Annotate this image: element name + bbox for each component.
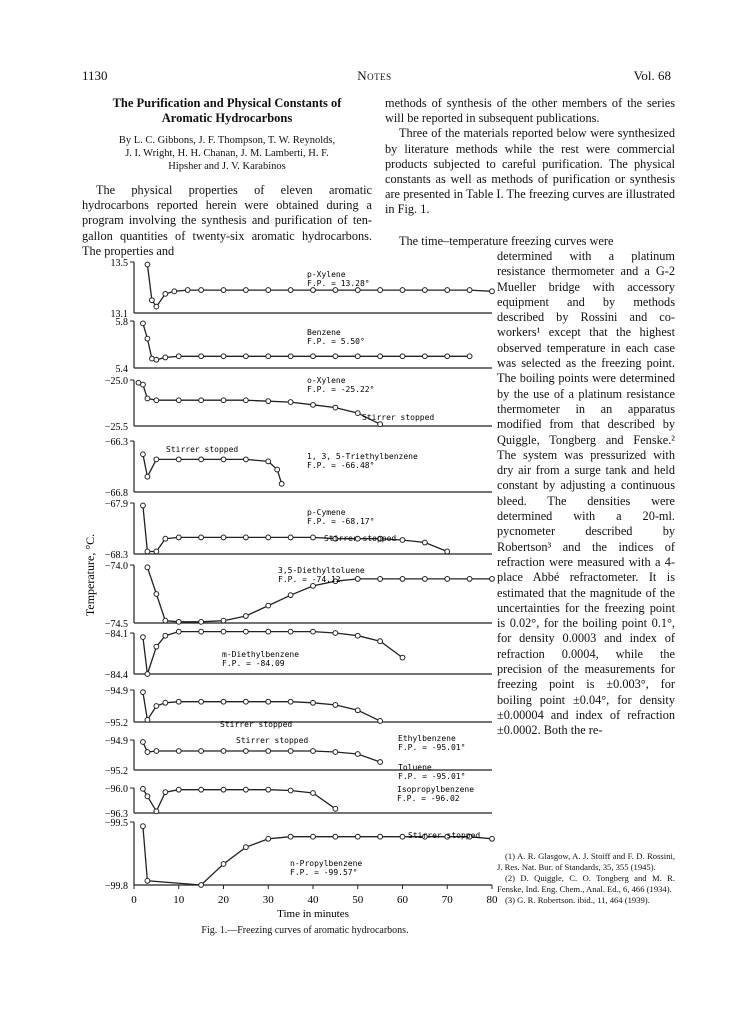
y-tick-label: −67.9: [104, 499, 128, 510]
data-point: [311, 791, 316, 796]
data-point: [355, 288, 360, 293]
data-point: [163, 291, 168, 296]
stirrer-annotation: Stirrer stopped: [362, 413, 435, 422]
data-point: [333, 288, 338, 293]
compound-name: 3,5-Diethyltoluene: [278, 566, 365, 575]
compound-name: p-Xylene: [307, 270, 346, 279]
synthesis-paragraph: Three of the materials reported below were synthesized by literature methods while the rest were commercial products subjected to careful purification. The physical constants as well as methods of purification or synthesis are presented in Table I. The freezing curves are illustrated in Fig. 1.: [385, 126, 675, 217]
data-point: [266, 749, 271, 754]
y-tick-label: −95.2: [104, 718, 128, 729]
data-point: [176, 629, 181, 634]
title-line-2: Aromatic Hydrocarbons: [161, 111, 293, 125]
freezing-curve: [143, 454, 282, 484]
data-point: [176, 699, 181, 704]
data-point: [199, 629, 204, 634]
data-point: [422, 540, 427, 545]
y-tick-label: −68.3: [104, 550, 128, 561]
x-axis-label: Time in minutes: [277, 908, 349, 920]
data-point: [145, 750, 150, 755]
data-point: [145, 549, 150, 554]
data-point: [243, 354, 248, 359]
continued-paragraph: methods of synthesis of the other members of the series will be reported in subsequent publications.: [385, 96, 675, 126]
data-point: [154, 398, 159, 403]
data-point: [311, 700, 316, 705]
compound-name: p-Cymene: [307, 508, 346, 517]
data-point: [221, 535, 226, 540]
data-point: [221, 398, 226, 403]
authors-line-1: By L. C. Gibbons, J. F. Thompson, T. W. Reynolds,: [118, 135, 336, 146]
data-point: [355, 752, 360, 757]
freezing-point-label: F.P. = 13.28°: [307, 279, 370, 288]
title-line-1: The Purification and Physical Constants of: [112, 96, 342, 110]
data-point: [163, 355, 168, 360]
data-point: [445, 549, 450, 554]
data-point: [145, 717, 150, 722]
data-point: [378, 354, 383, 359]
x-tick-label: 60: [397, 894, 408, 906]
data-point: [266, 535, 271, 540]
data-point: [176, 457, 181, 462]
data-point: [154, 704, 159, 709]
data-point: [288, 593, 293, 598]
data-point: [221, 699, 226, 704]
data-point: [199, 398, 204, 403]
data-point: [333, 405, 338, 410]
data-point: [311, 834, 316, 839]
data-point: [221, 629, 226, 634]
data-point: [154, 644, 159, 649]
y-tick-label: 13.1: [110, 309, 128, 320]
freezing-point-label: F.P. = -96.02: [397, 794, 460, 803]
data-point: [266, 629, 271, 634]
data-point: [400, 655, 405, 660]
data-point: [333, 834, 338, 839]
data-point: [311, 629, 316, 634]
data-point: [288, 288, 293, 293]
data-point: [243, 629, 248, 634]
data-point: [378, 288, 383, 293]
data-point: [355, 577, 360, 582]
stirrer-annotation: Stirrer stopped: [324, 534, 397, 543]
data-point: [154, 357, 159, 362]
data-point: [467, 288, 472, 293]
data-point: [467, 354, 472, 359]
compound-name: 1, 3, 5-Triethylbenzene: [307, 452, 418, 461]
data-point: [490, 577, 495, 582]
data-point: [311, 402, 316, 407]
freezing-curve: [143, 789, 336, 812]
x-tick-label: 40: [307, 894, 319, 906]
data-point: [400, 538, 405, 543]
x-tick-label: 70: [441, 894, 453, 906]
data-point: [288, 749, 293, 754]
data-point: [176, 749, 181, 754]
data-point: [221, 457, 226, 462]
freezing-point-label: F.P. = -99.57°: [290, 868, 358, 877]
x-tick-label: 20: [218, 894, 229, 906]
compound-name: n-Propylbenzene: [290, 859, 363, 868]
x-tick-label: 30: [262, 894, 274, 906]
y-tick-label: 5.8: [115, 317, 128, 328]
freezing-point-label: F.P. = -66.48°: [307, 461, 375, 470]
data-point: [145, 396, 150, 401]
data-point: [275, 467, 280, 472]
data-point: [333, 703, 338, 708]
data-point: [243, 614, 248, 619]
data-point: [355, 633, 360, 638]
data-point: [311, 535, 316, 540]
stirrer-annotation: Stirrer stopped: [236, 736, 309, 745]
data-point: [288, 354, 293, 359]
data-point: [221, 749, 226, 754]
data-point: [243, 845, 248, 850]
stirrer-annotation: Stirrer stopped: [166, 445, 239, 454]
data-point: [163, 700, 168, 705]
data-point: [176, 787, 181, 792]
authors-line-2: J. I. Wright, H. H. Chanan, J. M. Lamberti, H. F.: [125, 148, 329, 159]
freezing-point-label: F.P. = -95.01°: [398, 772, 466, 781]
data-point: [199, 535, 204, 540]
x-tick-label: 50: [352, 894, 364, 906]
freezing-point-label: F.P. = -84.09: [222, 659, 285, 668]
data-point: [163, 633, 168, 638]
data-point: [355, 411, 360, 416]
freezing-point-label: F.P. = -68.17°: [307, 517, 375, 526]
data-point: [176, 535, 181, 540]
y-tick-label: −66.3: [104, 437, 128, 448]
data-point: [243, 749, 248, 754]
data-point: [199, 883, 204, 888]
y-tick-label: −94.9: [104, 736, 128, 747]
data-point: [243, 457, 248, 462]
data-point: [145, 565, 150, 570]
data-point: [400, 354, 405, 359]
section-header: Notes: [357, 68, 392, 83]
data-point: [154, 457, 159, 462]
data-point: [311, 354, 316, 359]
freezing-curve: [143, 692, 380, 721]
freezing-point-label: F.P. = -95.01°: [398, 743, 466, 752]
data-point: [378, 639, 383, 644]
data-point: [163, 536, 168, 541]
data-point: [266, 354, 271, 359]
x-tick-label: 0: [131, 894, 137, 906]
data-point: [355, 708, 360, 713]
data-point: [221, 862, 226, 867]
methods-paragraph: determined with a platinum resistance thermometer and a G-2 Mueller bridge with accessory equipment and by methods described by Rossini and co-workers¹ except that the highest observed temperature in each case was selected as the freezing point. The boiling points were determined by the use of a platinum resistance thermometer in an apparatus modified from that described by Quiggle, Tongberg and Fenske.² The system was pressurized with dry air from a surge tank and held constant by adjusting a continuous bleed. The densities were determined with a 20-ml. pycnometer described by Robertson³ and the indices of refraction were measured with a 4-place Abbé refractometer. It is estimated that the magnitude of the uncertainties for the freezing point is 0.02°, for the boiling point 0.1°, for density 0.0003 and index of refraction 0.0004, while the precision of the measurements for freezing point is ±0.003°, for boiling point ±0.04°, for density ±0.00004 and index of refraction ±0.0002. Both the re-: [497, 249, 675, 738]
compound-name: Ethylbenzene: [398, 734, 456, 743]
data-point: [141, 690, 146, 695]
data-point: [288, 629, 293, 634]
data-point: [199, 749, 204, 754]
data-point: [378, 577, 383, 582]
data-point: [145, 878, 150, 883]
data-point: [176, 354, 181, 359]
footnote-1: (1) A. R. Glasgow, A. J. Stoiff and F. D. Rossini, J. Res. Nat. Bur. of Standards, 35, 355 (1945).: [497, 851, 675, 872]
freezing-curve: [143, 506, 447, 552]
data-point: [445, 288, 450, 293]
y-tick-label: −96.0: [104, 784, 128, 795]
data-point: [288, 699, 293, 704]
methods-paragraph-start: The time–temperature freezing curves were: [399, 234, 614, 248]
data-point: [378, 422, 383, 427]
y-tick-label: −25.0: [104, 376, 128, 387]
data-point: [154, 749, 159, 754]
data-point: [176, 398, 181, 403]
y-tick-label: −25.5: [104, 422, 128, 433]
data-point: [145, 474, 150, 479]
data-point: [221, 288, 226, 293]
y-tick-label: −66.8: [104, 488, 128, 499]
data-point: [141, 382, 146, 387]
data-point: [355, 834, 360, 839]
data-point: [266, 459, 271, 464]
data-point: [400, 288, 405, 293]
data-point: [243, 398, 248, 403]
data-point: [490, 289, 495, 294]
freezing-point-label: F.P. = -74.12: [278, 575, 341, 584]
data-point: [221, 787, 226, 792]
data-point: [176, 619, 181, 624]
compound-name: Isopropylbenzene: [397, 785, 475, 794]
data-point: [288, 400, 293, 405]
y-tick-label: 13.5: [110, 258, 128, 269]
data-point: [172, 289, 177, 294]
data-point: [355, 354, 360, 359]
footnote-2: (2) D. Quiggle, C. O. Tongberg and M. R. Fenske, Ind. Eng. Chem., Anal. Ed., 6, 466 (1934).: [497, 873, 675, 894]
data-point: [141, 503, 146, 508]
data-point: [141, 786, 146, 791]
data-point: [199, 699, 204, 704]
data-point: [154, 549, 159, 554]
x-tick-label: 10: [173, 894, 185, 906]
y-tick-label: −84.1: [104, 629, 128, 640]
data-point: [243, 699, 248, 704]
data-point: [311, 288, 316, 293]
page-number: 1130: [82, 68, 108, 83]
data-point: [400, 577, 405, 582]
data-point: [279, 481, 284, 486]
y-tick-label: 5.4: [115, 364, 128, 375]
y-tick-label: −84.4: [104, 670, 128, 681]
data-point: [266, 603, 271, 608]
data-point: [141, 824, 146, 829]
data-point: [199, 354, 204, 359]
freezing-point-label: F.P. = -25.22°: [307, 385, 375, 394]
data-point: [141, 635, 146, 640]
data-point: [221, 354, 226, 359]
y-tick-label: −74.0: [104, 561, 128, 572]
data-point: [400, 834, 405, 839]
y-tick-label: −96.3: [104, 809, 128, 820]
compound-name: o-Xylene: [307, 376, 346, 385]
data-point: [243, 535, 248, 540]
data-point: [154, 809, 159, 814]
y-axis-label: Temperature, °C.: [83, 533, 97, 617]
data-point: [266, 699, 271, 704]
data-point: [199, 288, 204, 293]
data-point: [154, 592, 159, 597]
stirrer-annotation: Stirrer stopped: [408, 831, 481, 840]
data-point: [333, 631, 338, 636]
y-tick-label: −99.8: [104, 881, 128, 892]
data-point: [185, 288, 190, 293]
y-tick-label: −95.2: [104, 766, 128, 777]
data-point: [266, 836, 271, 841]
authors-line-3: Hipsher and J. V. Karabinos: [168, 161, 286, 172]
data-point: [141, 452, 146, 457]
data-point: [221, 618, 226, 623]
data-point: [333, 750, 338, 755]
data-point: [163, 790, 168, 795]
data-point: [199, 619, 204, 624]
compound-name: Benzene: [307, 328, 341, 337]
figure-caption: Fig. 1.—Freezing curves of aromatic hydrocarbons.: [201, 925, 409, 936]
compound-name: Toluene: [398, 763, 432, 772]
data-point: [266, 399, 271, 404]
data-point: [154, 304, 159, 309]
data-point: [141, 321, 146, 326]
data-point: [141, 740, 146, 745]
data-point: [243, 288, 248, 293]
volume-label: Vol. 68: [633, 68, 671, 83]
data-point: [145, 672, 150, 677]
compound-name: m-Diethylbenzene: [222, 650, 300, 659]
data-point: [288, 788, 293, 793]
x-tick-label: 80: [486, 894, 498, 906]
data-point: [288, 834, 293, 839]
data-point: [378, 834, 383, 839]
data-point: [378, 760, 383, 765]
footnote-3: (3) G. R. Robertson. ibid., 11, 464 (1939).: [505, 895, 650, 905]
freezing-point-label: F.P. = 5.50°: [307, 337, 365, 346]
data-point: [422, 577, 427, 582]
data-point: [145, 794, 150, 799]
data-point: [199, 787, 204, 792]
data-point: [288, 535, 293, 540]
y-tick-label: −74.5: [104, 619, 128, 630]
data-point: [266, 787, 271, 792]
data-point: [378, 719, 383, 724]
intro-paragraph: The physical properties of eleven aromatic hydrocarbons reported herein were obtained during a program involving the synthesis and purification of ten-gallon quantities of twenty-six aromatic hydrocarbons. The properties and: [82, 183, 372, 258]
y-tick-label: −94.9: [104, 686, 128, 697]
data-point: [150, 298, 155, 303]
data-point: [145, 262, 150, 267]
y-tick-label: −99.5: [104, 818, 128, 829]
data-point: [490, 836, 495, 841]
data-point: [243, 787, 248, 792]
data-point: [422, 354, 427, 359]
data-point: [445, 577, 450, 582]
data-point: [311, 583, 316, 588]
data-point: [163, 618, 168, 623]
data-point: [145, 336, 150, 341]
data-point: [422, 288, 427, 293]
data-point: [311, 749, 316, 754]
data-point: [467, 577, 472, 582]
data-point: [266, 288, 271, 293]
data-point: [333, 806, 338, 811]
data-point: [333, 354, 338, 359]
data-point: [199, 457, 204, 462]
stirrer-annotation: Stirrer stopped: [220, 720, 293, 729]
data-point: [445, 354, 450, 359]
